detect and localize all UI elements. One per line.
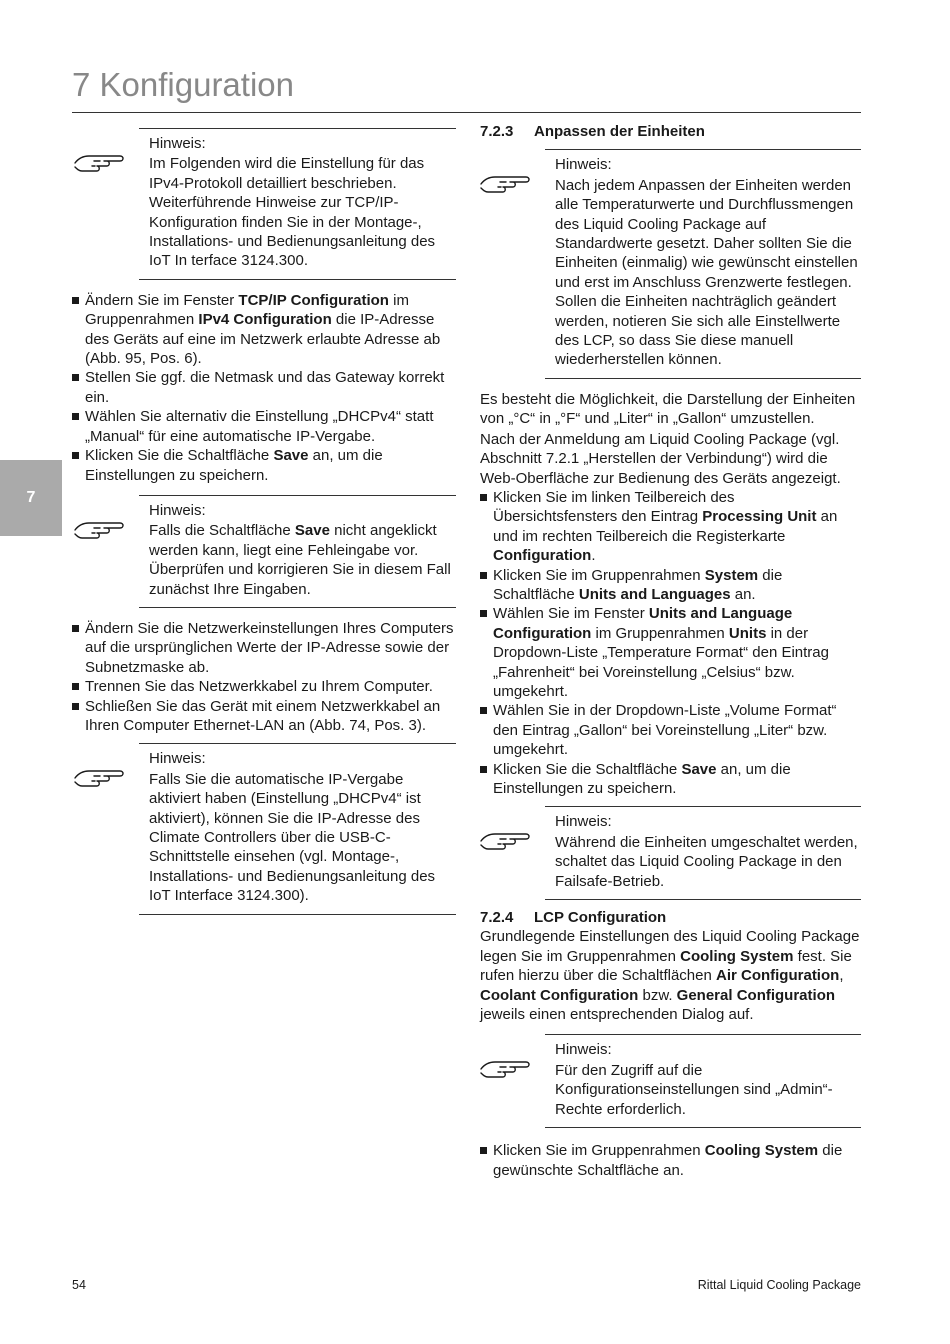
pointing-hand-icon <box>480 167 534 197</box>
page-number: 54 <box>72 1278 86 1292</box>
pointing-hand-icon <box>74 146 128 176</box>
list-item: Ändern Sie im Fenster TCP/IP Configuration im Gruppenrahmen IPv4 Configuration die IP-Adresse des Geräts auf eine im Netzwerk erlaubte Adresse ab (Abb. 95, Pos. 6). <box>72 291 456 369</box>
note-text: Falls Sie die automatische IP-Vergabe aktiviert haben (Einstellung „DHCPv4“ ist aktiviert), können Sie die IP-Adresse des Climate Controllers über die USB-C-Schnittstelle einsehen (vgl. Montage-, Installations- und Bedienungsanleitung des IoT Interface 3124.300). <box>149 770 436 905</box>
chapter-side-tab: 7 <box>0 460 62 536</box>
left-column <box>72 128 456 915</box>
note-dhcp <box>74 743 456 914</box>
note-box <box>139 128 456 280</box>
list-item: Schließen Sie das Gerät mit einem Netzwerkkabel an Ihren Computer Ethernet-LAN an (Abb. 74, Pos. 3). <box>72 697 456 736</box>
paragraph: Grundlegende Einstellungen des Liquid Cooling Package legen Sie im Gruppenrahmen Cooling System fest. Sie rufen hierzu über die Schaltflächen Air Configuration, Coolant Configuration bzw. General Configuration jeweils einen entsprechenden Dialog auf. <box>480 928 860 1024</box>
pointing-hand-icon <box>74 513 128 543</box>
list-item: Trennen Sie das Netzwerkkabel zu Ihrem Computer. <box>72 677 456 696</box>
list-item: Stellen Sie ggf. die Netmask und das Gateway korrekt ein. <box>72 368 456 407</box>
note-units <box>480 149 861 378</box>
list-item: Ändern Sie die Netzwerkeinstellungen Ihres Computers auf die ursprünglichen Werte der IP-Adresse sowie der Subnetzmaske ab. <box>72 619 456 677</box>
note-box <box>139 743 456 914</box>
note-title: Hinweis: <box>555 1041 612 1059</box>
title-divider <box>72 112 861 113</box>
list-item: Klicken Sie im linken Teilbereich des Übersichtsfensters den Eintrag Processing Unit an und im rechten Teilbereich die Registerkarte Configuration. <box>480 488 861 566</box>
note-ipv4 <box>74 128 456 280</box>
instruction-list <box>480 488 861 799</box>
section-heading-7-2-3: 7.2.3 Anpassen der Einheiten <box>480 123 705 140</box>
note-box <box>545 1034 861 1128</box>
note-text: Während die Einheiten umgeschaltet werden, schaltet das Liquid Cooling Package in den Failsafe-Betrieb. <box>555 833 858 890</box>
instruction-list <box>480 1141 861 1180</box>
note-save <box>74 495 456 608</box>
pointing-hand-icon <box>74 761 128 791</box>
list-item: Klicken Sie im Gruppenrahmen System die Schaltfläche Units and Languages an. <box>480 566 861 605</box>
instruction-list <box>72 619 456 735</box>
chapter-title: 7 Konfiguration <box>72 66 294 103</box>
note-text: Nach jedem Anpassen der Einheiten werden alle Temperaturwerte und Durchflussmengen des Liquid Cooling Package auf Standardwerte gesetzt. Daher sollten Sie die Einheiten (einmalig) wie gewünscht einstellen und erst im Anschluss Grenzwerte festlegen. Sollen die Einheiten nachträglich geändert werden, notieren Sie sich alle Einstellwerte des LCP, so dass Sie diese manuell wiederherstellen können. <box>555 176 858 369</box>
paragraph: Es besteht die Möglichkeit, die Darstellung der Einheiten von „°C“ in „°F“ und „Liter“ in „Gallon“ umzustellen. <box>480 390 856 428</box>
instruction-list <box>72 291 456 485</box>
note-box <box>139 495 456 608</box>
list-item: Klicken Sie im Gruppenrahmen Cooling System die gewünschte Schaltfläche an. <box>480 1141 861 1180</box>
section-heading-7-2-4: 7.2.4 LCP Configuration <box>480 909 667 927</box>
note-text: Im Folgenden wird die Einstellung für das IPv4-Protokoll detailliert beschrieben. Weiterführende Hinweise zur TCP/IP-Konfiguration finden Sie in der Montage-, Installations- und Bedienungsanleitung des IoT In terface 3124.300. <box>149 155 436 270</box>
note-admin <box>480 1034 861 1128</box>
note-title: Hinweis: <box>149 135 206 152</box>
note-text: Falls die Schaltfläche Save nicht angeklickt werden kann, liegt eine Fehleingabe vor. Überprüfen und korrigieren Sie in diesem Fall zunächst Ihre Eingaben. <box>149 522 451 598</box>
pointing-hand-icon <box>480 1052 534 1082</box>
note-text: Für den Zugriff auf die Konfigurationseinstellungen sind „Admin“-Rechte erforderlich. <box>555 1061 833 1118</box>
list-item: Wählen Sie alternativ die Einstellung „DHCPv4“ statt „Manual“ für eine automatische IP-Vergabe. <box>72 407 456 446</box>
note-title: Hinweis: <box>149 501 206 519</box>
list-item: Klicken Sie die Schaltfläche Save an, um die Einstellungen zu speichern. <box>72 446 456 485</box>
list-item: Wählen Sie im Fenster Units and Language Configuration im Gruppenrahmen Units in der Dropdown-Liste „Temperature Format“ den Eintrag „Fahrenheit“ bei Voreinstellung „Celsius“ bzw. umgekehrt. <box>480 604 861 701</box>
note-title: Hinweis: <box>149 750 206 768</box>
pointing-hand-icon <box>480 824 534 854</box>
paragraph: Nach der Anmeldung am Liquid Cooling Package (vgl. Abschnitt 7.2.1 „Herstellen der Verbindung“) wird die Web-Oberfläche zur Bedienung des Geräts angezeigt. <box>480 430 841 487</box>
right-column <box>480 122 861 1180</box>
note-failsafe <box>480 806 861 900</box>
note-title: Hinweis: <box>555 813 612 831</box>
note-box <box>545 806 861 900</box>
list-item: Klicken Sie die Schaltfläche Save an, um die Einstellungen zu speichern. <box>480 760 861 799</box>
footer-title: Rittal Liquid Cooling Package <box>697 1278 861 1292</box>
note-box <box>545 149 861 378</box>
list-item: Wählen Sie in der Dropdown-Liste „Volume Format“ den Eintrag „Gallon“ bei Voreinstellung „Liter“ bzw. umgekehrt. <box>480 701 861 759</box>
note-title: Hinweis: <box>555 156 612 174</box>
